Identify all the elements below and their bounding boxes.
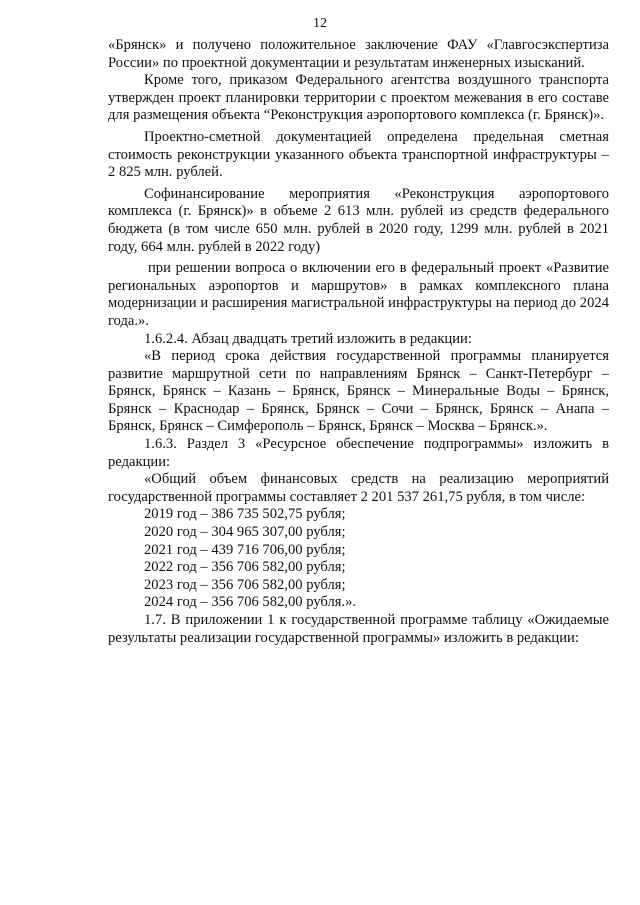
paragraph-territory-plan: Кроме того, приказом Федерального агентства воздушного транспорта утвержден проект планировки территории с проектом межевания в его составе для размещения объекта “Реконструкция аэропортового комплекса (г. Брянск)».: [108, 72, 609, 124]
paragraph-route-network: «В период срока действия государственной программы планируется развитие маршрутной сети по направлениям Брянск – Санкт-Петербург – Брянск, Брянск – Казань – Брянск, Брянск – Минеральные Воды – Брянск, Брянск – Краснодар – Брянск, Брянск – Сочи – Брянск, Брянск – Анапа – Брянск, Брянск – Симферополь – Брянск, Брянск – Москва – Брянск.».: [108, 348, 609, 435]
page-number: 12: [313, 16, 327, 31]
year-funding-item: 2020 год – 304 965 307,00 рубля;: [144, 524, 346, 541]
year-funding-item: 2024 год – 356 706 582,00 рубля.».: [144, 594, 357, 611]
paragraph-amendment-1624: 1.6.2.4. Абзац двадцать третий изложить в редакции:: [144, 330, 472, 347]
paragraph-estimate-cost: Проектно-сметной документацией определена предельная сметная стоимость реконструкции указанного объекта транспортной инфраструктуры – 2 825 млн. рублей.: [108, 128, 609, 181]
year-funding-item: 2022 год – 356 706 582,00 рубля;: [144, 559, 346, 576]
year-funding-list: [108, 506, 609, 612]
paragraph-amendment-163: 1.6.3. Раздел 3 «Ресурсное обеспечение подпрограммы» изложить в редакции:: [108, 436, 609, 470]
paragraph-cofinancing: Софинансирование мероприятия «Реконструкция аэропортового комплекса (г. Брянск)» в объеме 2 613 млн. рублей из средств федерального бюджета (в том числе 650 млн. рублей в 2020 году, 1299 млн. рублей в 2021 году, 664 млн. рублей в 2022 году): [108, 185, 609, 255]
year-funding-item: 2019 год – 386 735 502,75 рубля;: [144, 506, 346, 523]
paragraph-federal-project: при решении вопроса о включении его в федеральный проект «Развитие региональных аэропортов и маршрутов» в рамках комплексного плана модернизации и расширения магистральной инфраструктуры на период до 2024 года.».: [108, 260, 609, 329]
paragraph-total-funding: «Общий объем финансовых средств на реализацию мероприятий государственной программы составляет 2 201 537 261,75 рубля, в том числе:: [108, 471, 609, 505]
paragraph-amendment-17: 1.7. В приложении 1 к государственной программе таблицу «Ожидаемые результаты реализации государственной программы» изложить в редакции:: [108, 612, 609, 646]
year-funding-item: 2023 год – 356 706 582,00 рубля;: [144, 576, 346, 593]
paragraph-expertise: «Брянск» и получено положительное заключение ФАУ «Главгосэкспертиза России» по проектной документации и результатам инженерных изысканий.: [108, 37, 609, 71]
year-funding-item: 2021 год – 439 716 706,00 рубля;: [144, 541, 346, 558]
document-body: [108, 37, 609, 647]
